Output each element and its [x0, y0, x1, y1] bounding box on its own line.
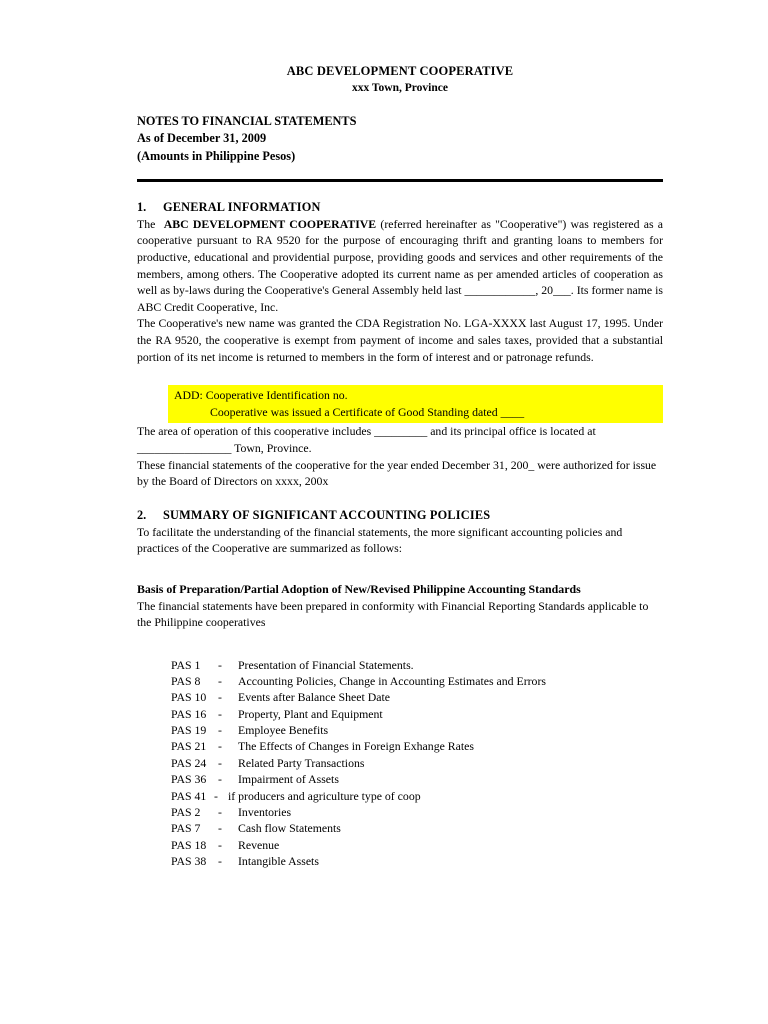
- pas-list-item: [171, 738, 663, 754]
- pas-dash: -: [218, 706, 222, 721]
- paragraph-policies-intro: To facilitate the understanding of the financial statements, the more significant accounting policies and practices of the Cooperative are summarized as follows:: [137, 524, 623, 556]
- highlight-line-add: ADD: Cooperative Identification no.: [174, 388, 348, 403]
- section-number: 2.: [137, 507, 147, 522]
- pas-list-item: [171, 820, 663, 836]
- pas-code: PAS 16: [171, 706, 207, 721]
- header-divider: [137, 179, 663, 182]
- page-title: ABC DEVELOPMENT COOPERATIVE: [286, 64, 514, 78]
- paragraph-conformity: The financial statements have been prepared in conformity with Financial Reporting Standards applicable to the Philippine cooperatives: [137, 598, 649, 630]
- pas-list-item: [171, 771, 663, 787]
- paragraph-lead: The: [137, 216, 156, 231]
- paragraph-cda-registration: The Cooperative's new name was granted the CDA Registration No. LGA-XXXX last August 17, 1995. Under the RA 9520, the cooperative is exempt from payment of income and sales taxes, provided that a substantial portion of its net income is returned to members in the form of interest and or patronage refunds.: [137, 316, 663, 364]
- pas-description: Inventories: [238, 804, 292, 819]
- pas-dash: -: [218, 853, 222, 868]
- pas-dash: -: [214, 788, 218, 803]
- pas-description: Impairment of Assets: [238, 772, 339, 787]
- pas-list-item: [171, 673, 663, 689]
- pas-code: PAS 10: [171, 690, 207, 705]
- pas-code: PAS 24: [171, 755, 207, 770]
- cooperative-name-bold: ABC DEVELOPMENT COOPERATIVE: [163, 216, 377, 231]
- pas-standards-list: [171, 657, 663, 869]
- pas-list-item: [171, 788, 663, 804]
- pas-code: PAS 7: [171, 821, 201, 836]
- paragraph-registration: [137, 216, 663, 316]
- pas-code: PAS 8: [171, 674, 201, 689]
- highlighted-note-box: [168, 385, 663, 423]
- pas-dash: -: [218, 821, 222, 836]
- pas-list-item: [171, 837, 663, 853]
- pas-code: PAS 38: [171, 853, 207, 868]
- pas-description: Accounting Policies, Change in Accounting Estimates and Errors: [238, 674, 546, 689]
- pas-description: if producers and agriculture type of coop: [228, 788, 421, 803]
- pas-list-item: [171, 804, 663, 820]
- as-of-date: As of December 31, 2009: [137, 131, 267, 146]
- paragraph-rest: (referred hereinafter as "Cooperative") was registered as a cooperative pursuant to RA 9520 for the purpose of encouraging thrift and granting loans to members for productive, educational and providential purpose, providing goods and services and other requirements of the members, among others. The Cooperative adopted its current name as per amended articles of cooperation as well as by-laws during the Cooperative's General Assembly held last ____________, 20___. Its former name is ABC Credit Cooperative, Inc.: [137, 216, 664, 314]
- pas-code: PAS 18: [171, 837, 207, 852]
- pas-list-item: [171, 706, 663, 722]
- pas-dash: -: [218, 723, 222, 738]
- paragraph-authorization: These financial statements of the cooperative for the year ended December 31, 200_ were authorized for issue by the Board of Directors on xxxx, 200x: [137, 457, 657, 489]
- document-body: [137, 63, 663, 869]
- amounts-note: (Amounts in Philippine Pesos): [137, 148, 296, 163]
- section-heading-general-information: [137, 199, 663, 216]
- pas-description: Related Party Transactions: [238, 755, 365, 770]
- section-number: 1.: [137, 199, 147, 214]
- page-subtitle: xxx Town, Province: [352, 82, 448, 94]
- notes-heading-block: [137, 113, 663, 165]
- pas-code: PAS 1: [171, 657, 201, 672]
- pas-description: Presentation of Financial Statements.: [238, 657, 414, 672]
- paragraph-area-of-operation: The area of operation of this cooperative includes _________ and its principal office is located at ________________ Town, Province.: [137, 424, 596, 456]
- pas-list-item: [171, 657, 663, 673]
- pas-dash: -: [218, 674, 222, 689]
- pas-list-item: [171, 722, 663, 738]
- pas-code: PAS 19: [171, 723, 207, 738]
- pas-code: PAS 41: [171, 788, 207, 803]
- pas-dash: -: [218, 755, 222, 770]
- pas-list-item: [171, 853, 663, 869]
- subheading-basis-of-preparation: Basis of Preparation/Partial Adoption of New/Revised Philippine Accounting Standards: [137, 581, 581, 596]
- pas-description: Employee Benefits: [238, 723, 329, 738]
- pas-dash: -: [218, 657, 222, 672]
- pas-code: PAS 21: [171, 739, 207, 754]
- section-title: GENERAL INFORMATION: [163, 199, 321, 214]
- pas-dash: -: [218, 690, 222, 705]
- pas-description: Cash flow Statements: [238, 821, 341, 836]
- pas-list-item: [171, 755, 663, 771]
- pas-dash: -: [218, 772, 222, 787]
- pas-dash: -: [218, 837, 222, 852]
- pas-description: Events after Balance Sheet Date: [238, 690, 390, 705]
- pas-dash: -: [218, 804, 222, 819]
- pas-description: Property, Plant and Equipment: [238, 706, 383, 721]
- pas-description: Revenue: [238, 837, 280, 852]
- pas-code: PAS 2: [171, 804, 201, 819]
- highlight-line-certificate: Cooperative was issued a Certificate of Good Standing dated ____: [210, 404, 525, 419]
- notes-heading: NOTES TO FINANCIAL STATEMENTS: [137, 114, 357, 128]
- pas-code: PAS 36: [171, 772, 207, 787]
- section-heading-accounting-policies: [137, 507, 663, 524]
- pas-list-item: [171, 689, 663, 705]
- pas-description: The Effects of Changes in Foreign Exhange Rates: [238, 739, 474, 754]
- pas-description: Intangible Assets: [238, 853, 319, 868]
- pas-dash: -: [218, 739, 222, 754]
- section-title: SUMMARY OF SIGNIFICANT ACCOUNTING POLICIES: [163, 507, 491, 522]
